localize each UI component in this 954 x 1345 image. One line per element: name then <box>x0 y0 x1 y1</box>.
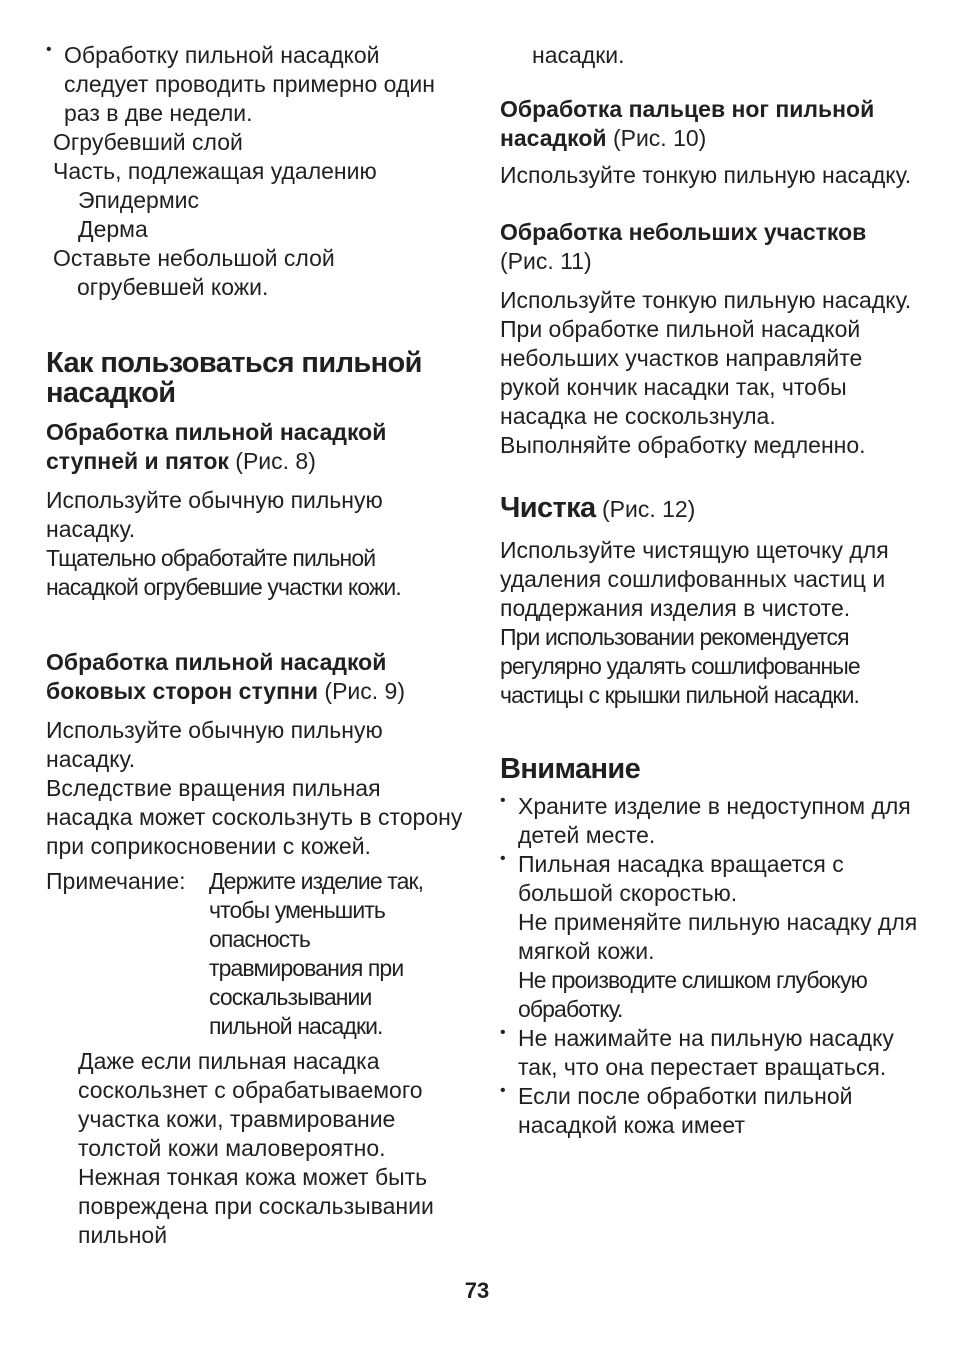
left-column <box>46 41 466 1250</box>
toes-text: Используйте тонкую пильную насадку. <box>500 162 912 188</box>
feet-heels-text1: Используйте обычную пильную насадку. <box>46 487 383 542</box>
bullet-dot: • <box>500 850 506 867</box>
note-label: Примечание: <box>46 868 186 894</box>
caution-item <box>500 792 920 850</box>
small-areas-fig: (Рис. 11) <box>500 248 592 274</box>
small-areas-text2: При обработке пильной насадкой небольших участков направляйте рукой кончик насадки так, чтобы насадка не соскользнула. <box>500 316 863 429</box>
page-number: 73 <box>464 1278 490 1303</box>
cleaning-fig: (Рис. 12) <box>601 496 696 522</box>
toes-heading <box>500 95 920 153</box>
sides-heading-bold: Обработка пильной насадкой боковых сторон ступни <box>46 649 387 704</box>
label-derma: Дерма <box>78 216 148 242</box>
bullet-dot: • <box>500 792 506 809</box>
cleaning-heading <box>500 493 920 524</box>
note <box>46 867 466 1041</box>
feet-heels-heading-bold: Обработка пильной насадкой ступней и пяток <box>46 419 387 474</box>
caution-item-text: Пильная насадка вращается с большой скоростью. <box>518 851 844 906</box>
sides-heading <box>46 648 466 706</box>
caution-item <box>500 1082 920 1140</box>
how-to-title: Как пользоваться пильной насадкой <box>46 347 422 409</box>
label-rough-layer: Огрубевший слой <box>53 129 243 155</box>
cleaning-text1: Используйте чистящую щеточку для удаления сошлифованных частиц и поддержания изделия в чистоте. <box>500 537 889 621</box>
caution-item-body <box>518 850 920 1024</box>
caution-item <box>500 850 920 1024</box>
continued-text: насадки. <box>532 42 625 68</box>
feet-heels-text2: Тщательно обработайте пильной насадкой огрубевшие участки кожи. <box>46 545 401 600</box>
caution-item-text: Не применяйте пильную насадку для мягкой кожи. <box>518 909 918 964</box>
small-areas-text3: Выполняйте обработку медленно. <box>500 432 866 458</box>
right-column <box>500 41 920 1140</box>
sides-fig: (Рис. 9) <box>324 678 405 704</box>
small-areas-heading-bold: Обработка небольших участков <box>500 219 867 245</box>
cleaning-title: Чистка <box>500 492 596 524</box>
label-leave-layer-cont: огрубевшей кожи. <box>77 274 269 300</box>
intro-bullet <box>46 41 466 128</box>
toes-fig: (Рис. 10) <box>612 125 707 151</box>
note-text: Держите изделие так, чтобы уменьшить опасность травмирования при соскальзывании пильной насадки. <box>209 868 424 1039</box>
caution-list <box>500 792 920 1140</box>
label-epidermis: Эпидермис <box>78 187 199 213</box>
label-part-to-remove: Часть, подлежащая удалению <box>53 158 377 184</box>
diagram-labels <box>53 128 466 302</box>
bullet-dot: • <box>500 1082 506 1099</box>
caution-item-text: Храните изделие в недоступном для детей месте. <box>518 793 911 848</box>
caution-item-text: Не производите слишком глубокую обработку. <box>518 967 867 1022</box>
small-areas-heading <box>500 218 920 276</box>
caution-item-text: Если после обработки пильной насадкой кожа имеет <box>518 1083 853 1138</box>
bullet-dot: • <box>46 41 52 58</box>
cleaning-text2: При использовании рекомендуется регулярно удалять сошлифованные частицы с крышки пильной насадки. <box>500 624 860 708</box>
feet-heels-heading <box>46 418 466 476</box>
bullet-dot: • <box>500 1024 506 1041</box>
note-continued: Даже если пильная насадка соскользнет с обрабатываемого участка кожи, травмирование толстой кожи маловероятно. Нежная тонкая кожа может быть повреждена при соскальзывании пильной <box>78 1048 434 1248</box>
caution-item <box>500 1024 920 1082</box>
toes-heading-bold: Обработка пальцев ног пильной насадкой <box>500 96 875 151</box>
feet-heels-fig: (Рис. 8) <box>235 448 316 474</box>
intro-bullet-text: Обработку пильной насадкой следует проводить примерно один раз в две недели. <box>64 42 435 126</box>
sides-text1: Используйте обычную пильную насадку. <box>46 717 383 772</box>
small-areas-text1: Используйте тонкую пильную насадку. <box>500 287 912 313</box>
label-leave-layer: Оставьте небольшой слой <box>53 245 335 271</box>
caution-title: Внимание <box>500 753 641 785</box>
sides-text2: Вследствие вращения пильная насадка может соскользнуть в сторону при соприкосновении с кожей. <box>46 775 463 859</box>
caution-item-text: Не нажимайте на пильную насадку так, что она перестает вращаться. <box>518 1025 894 1080</box>
